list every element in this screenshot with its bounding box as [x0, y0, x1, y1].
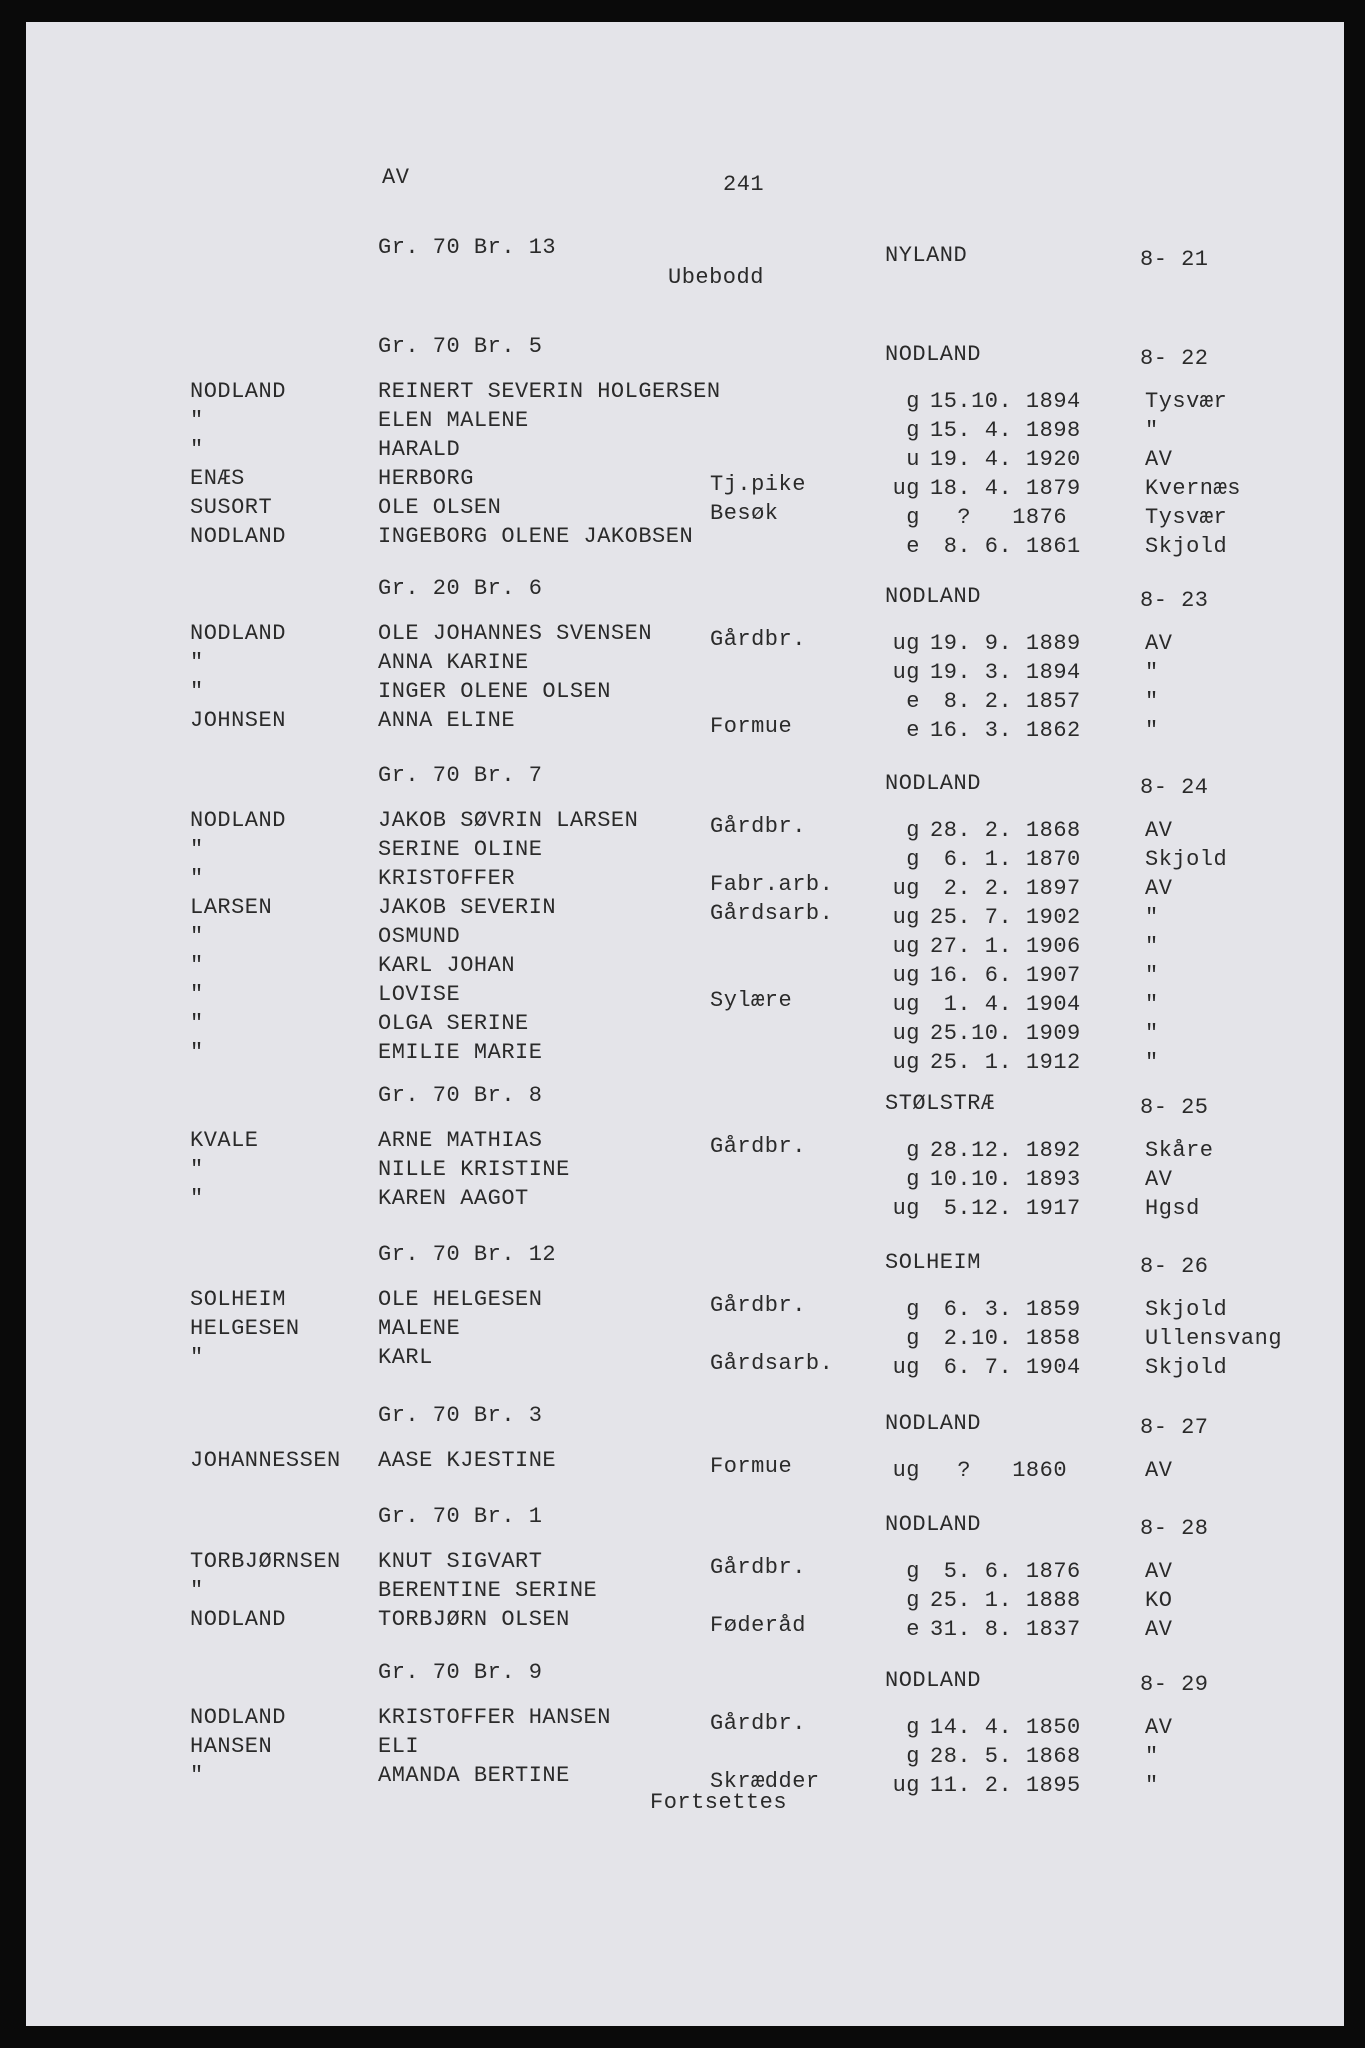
person-row [0, 1734, 1365, 1769]
marital-status: g [906, 818, 920, 843]
group-number: Gr. 70 Br. 9 [378, 1660, 543, 1685]
birth-date: 31. 8. 1837 [930, 1617, 1081, 1642]
birth-place: " [1145, 905, 1159, 930]
birth-date: 10.10. 1893 [930, 1167, 1081, 1192]
person-name: EMILIE MARIE [378, 1040, 543, 1065]
surname: NODLAND [190, 379, 286, 404]
person-name: TORBJØRN OLSEN [378, 1607, 570, 1632]
person-name: KARL [378, 1345, 433, 1370]
person-row [0, 895, 1365, 930]
farm-number: 8- 21 [1140, 247, 1209, 272]
marital-status: g [906, 1167, 920, 1192]
marital-status: u [906, 447, 920, 472]
farm-name: NODLAND [885, 584, 981, 609]
marital-status: e [906, 1617, 920, 1642]
farm-number: 8- 28 [1140, 1516, 1209, 1541]
group-number: Gr. 70 Br. 7 [378, 763, 543, 788]
farm-number: 8- 23 [1140, 588, 1209, 613]
surname: TORBJØRNSEN [190, 1549, 341, 1574]
farm-number: 8- 22 [1140, 346, 1209, 371]
household-section [0, 1504, 1365, 1642]
group-number: Gr. 20 Br. 6 [378, 576, 543, 601]
birth-date: ? 1876 [930, 505, 1068, 530]
farm-name: NODLAND [885, 1668, 981, 1693]
birth-place: Skjold [1145, 1355, 1228, 1380]
birth-date: 2. 2. 1897 [930, 876, 1081, 901]
page-number: 241 [723, 172, 765, 197]
occupation: Besøk [710, 501, 779, 526]
person-row [0, 1287, 1365, 1322]
occupation: Formue [710, 714, 793, 739]
person-name: ELI [378, 1734, 420, 1759]
person-row [0, 1448, 1365, 1483]
surname: " [190, 408, 204, 433]
marital-status: ug [892, 660, 920, 685]
footer-continued: Fortsettes [650, 1790, 788, 1815]
birth-place: " [1145, 1021, 1159, 1046]
person-row [0, 621, 1365, 656]
birth-date: 6. 7. 1904 [930, 1355, 1081, 1380]
person-row [0, 650, 1365, 685]
birth-date: 28. 5. 1868 [930, 1744, 1081, 1769]
surname: " [190, 837, 204, 862]
birth-place: AV [1145, 1167, 1173, 1192]
birth-date: 6. 3. 1859 [930, 1297, 1081, 1322]
surname: " [190, 650, 204, 675]
birth-place: AV [1145, 876, 1173, 901]
birth-place: " [1145, 1773, 1159, 1798]
occupation: Føderåd [710, 1613, 806, 1638]
section-header [0, 235, 1365, 290]
birth-date: 25.10. 1909 [930, 1021, 1081, 1046]
birth-date: ? 1860 [930, 1458, 1068, 1483]
marital-status: g [906, 847, 920, 872]
farm-number: 8- 24 [1140, 775, 1209, 800]
person-name: KRISTOFFER [378, 866, 516, 891]
birth-place: " [1145, 934, 1159, 959]
marital-status: ug [892, 905, 920, 930]
household-section [0, 1403, 1365, 1483]
farm-name: NODLAND [885, 1411, 981, 1436]
person-row [0, 1011, 1365, 1046]
birth-date: 25. 1. 1912 [930, 1050, 1081, 1075]
person-row [0, 495, 1365, 530]
surname: NODLAND [190, 1607, 286, 1632]
surname: " [190, 1763, 204, 1788]
person-row [0, 808, 1365, 843]
birth-place: " [1145, 963, 1159, 988]
surname: " [190, 1011, 204, 1036]
household-section [0, 1242, 1365, 1380]
person-row [0, 953, 1365, 988]
birth-date: 19. 3. 1894 [930, 660, 1081, 685]
household-section [0, 763, 1365, 1075]
birth-date: 19. 4. 1920 [930, 447, 1081, 472]
birth-place: Tysvær [1145, 505, 1228, 530]
birth-place: " [1145, 660, 1159, 685]
marital-status: g [906, 1559, 920, 1584]
occupation: Gårdbr. [710, 1711, 806, 1736]
person-name: OLE JOHANNES SVENSEN [378, 621, 653, 646]
birth-date: 15. 4. 1898 [930, 418, 1081, 443]
person-name: LOVISE [378, 982, 461, 1007]
occupation: Tj.pike [710, 472, 806, 497]
birth-date: 5.12. 1917 [930, 1196, 1081, 1221]
person-name: ANNA ELINE [378, 708, 516, 733]
surname: " [190, 1186, 204, 1211]
birth-place: " [1145, 992, 1159, 1017]
person-row [0, 437, 1365, 472]
surname: LARSEN [190, 895, 273, 920]
group-number: Gr. 70 Br. 12 [378, 1242, 557, 1267]
group-number: Gr. 70 Br. 3 [378, 1403, 543, 1428]
person-name: OSMUND [378, 924, 461, 949]
surname: HANSEN [190, 1734, 273, 1759]
marital-status: ug [892, 1050, 920, 1075]
birth-place: Skjold [1145, 847, 1228, 872]
person-row [0, 1607, 1365, 1642]
marital-status: ug [892, 992, 920, 1017]
occupation: Skrædder [710, 1769, 820, 1794]
person-name: SERINE OLINE [378, 837, 543, 862]
person-row [0, 1128, 1365, 1163]
person-name: NILLE KRISTINE [378, 1157, 570, 1182]
birth-place: Kvernæs [1145, 476, 1241, 501]
birth-place: " [1145, 1050, 1159, 1075]
person-row [0, 1157, 1365, 1192]
birth-place: Skjold [1145, 534, 1228, 559]
birth-place: " [1145, 1744, 1159, 1769]
occupation: Gårdbr. [710, 627, 806, 652]
birth-date: 1. 4. 1904 [930, 992, 1081, 1017]
person-row [0, 1040, 1365, 1075]
household-section [0, 576, 1365, 743]
person-row [0, 466, 1365, 501]
marital-status: ug [892, 934, 920, 959]
person-name: KAREN AAGOT [378, 1186, 529, 1211]
person-name: KRISTOFFER HANSEN [378, 1705, 611, 1730]
person-row [0, 1186, 1365, 1221]
farm-name: NODLAND [885, 771, 981, 796]
birth-date: 28. 2. 1868 [930, 818, 1081, 843]
marital-status: e [906, 534, 920, 559]
birth-date: 8. 2. 1857 [930, 689, 1081, 714]
marital-status: ug [892, 631, 920, 656]
birth-date: 16. 3. 1862 [930, 718, 1081, 743]
marital-status: g [906, 1326, 920, 1351]
surname: " [190, 1345, 204, 1370]
marital-status: ug [892, 963, 920, 988]
section-header [0, 334, 1365, 379]
surname: SUSORT [190, 495, 273, 520]
birth-place: AV [1145, 447, 1173, 472]
occupation: Gårdsarb. [710, 1351, 834, 1376]
marital-status: g [906, 418, 920, 443]
household-section [0, 1660, 1365, 1798]
surname: JOHNSEN [190, 708, 286, 733]
top-left-label: AV [382, 165, 410, 190]
person-name: INGEBORG OLENE JAKOBSEN [378, 524, 694, 549]
occupation: Fabr.arb. [710, 872, 834, 897]
person-name: AMANDA BERTINE [378, 1763, 570, 1788]
farm-number: 8- 29 [1140, 1672, 1209, 1697]
section-header [0, 576, 1365, 621]
person-name: MALENE [378, 1316, 461, 1341]
birth-date: 2.10. 1858 [930, 1326, 1081, 1351]
surname: " [190, 866, 204, 891]
birth-place: KO [1145, 1588, 1173, 1613]
marital-status: g [906, 389, 920, 414]
birth-date: 18. 4. 1879 [930, 476, 1081, 501]
person-name: AASE KJESTINE [378, 1448, 557, 1473]
person-name: JAKOB SØVRIN LARSEN [378, 808, 639, 833]
birth-place: AV [1145, 1715, 1173, 1740]
household-section [0, 334, 1365, 559]
farm-name: SOLHEIM [885, 1250, 981, 1275]
marital-status: e [906, 718, 920, 743]
surname: " [190, 1157, 204, 1182]
surname: " [190, 953, 204, 978]
birth-date: 25. 1. 1888 [930, 1588, 1081, 1613]
person-name: HERBORG [378, 466, 474, 491]
person-row [0, 1705, 1365, 1740]
person-row [0, 837, 1365, 872]
surname: HELGESEN [190, 1316, 300, 1341]
person-row [0, 524, 1365, 559]
farm-name: NYLAND [885, 243, 968, 268]
surname: " [190, 437, 204, 462]
marital-status: e [906, 689, 920, 714]
birth-date: 14. 4. 1850 [930, 1715, 1081, 1740]
birth-date: 19. 9. 1889 [930, 631, 1081, 656]
person-name: KNUT SIGVART [378, 1549, 543, 1574]
birth-place: Skåre [1145, 1138, 1214, 1163]
marital-status: g [906, 1588, 920, 1613]
surname: NODLAND [190, 1705, 286, 1730]
birth-place: AV [1145, 1559, 1173, 1584]
person-name: ANNA KARINE [378, 650, 529, 675]
birth-date: 6. 1. 1870 [930, 847, 1081, 872]
person-row [0, 1763, 1365, 1798]
section-header [0, 1403, 1365, 1448]
marital-status: g [906, 1297, 920, 1322]
birth-place: AV [1145, 1617, 1173, 1642]
birth-place: AV [1145, 631, 1173, 656]
occupation: Formue [710, 1454, 793, 1479]
marital-status: g [906, 1715, 920, 1740]
surname: NODLAND [190, 524, 286, 549]
surname: NODLAND [190, 621, 286, 646]
occupation: Gårdbr. [710, 1134, 806, 1159]
marital-status: ug [892, 1773, 920, 1798]
farm-number: 8- 26 [1140, 1254, 1209, 1279]
person-row [0, 679, 1365, 714]
person-row [0, 982, 1365, 1017]
marital-status: ug [892, 1021, 920, 1046]
birth-place: Tysvær [1145, 389, 1228, 414]
birth-place: Hgsd [1145, 1196, 1200, 1221]
marital-status: ug [892, 876, 920, 901]
household-section [0, 235, 1365, 290]
surname: JOHANNESSEN [190, 1448, 341, 1473]
birth-place: " [1145, 718, 1159, 743]
section-header [0, 1660, 1365, 1705]
farm-number: 8- 27 [1140, 1415, 1209, 1440]
birth-place: Skjold [1145, 1297, 1228, 1322]
person-name: OLE HELGESEN [378, 1287, 543, 1312]
person-name: KARL JOHAN [378, 953, 516, 978]
birth-date: 16. 6. 1907 [930, 963, 1081, 988]
person-row [0, 1345, 1365, 1380]
section-header [0, 1504, 1365, 1549]
surname: " [190, 1578, 204, 1603]
person-row [0, 408, 1365, 443]
section-note: Ubebodd [668, 265, 764, 290]
surname: " [190, 982, 204, 1007]
marital-status: ug [892, 1355, 920, 1380]
birth-place: " [1145, 689, 1159, 714]
person-row [0, 1578, 1365, 1613]
group-number: Gr. 70 Br. 8 [378, 1083, 543, 1108]
occupation: Sylære [710, 988, 793, 1013]
birth-date: 27. 1. 1906 [930, 934, 1081, 959]
birth-place: Ullensvang [1145, 1326, 1283, 1351]
surname: " [190, 924, 204, 949]
group-number: Gr. 70 Br. 13 [378, 235, 557, 260]
surname: " [190, 1040, 204, 1065]
surname: NODLAND [190, 808, 286, 833]
birth-place: AV [1145, 818, 1173, 843]
marital-status: ug [892, 1458, 920, 1483]
surname: KVALE [190, 1128, 259, 1153]
birth-date: 15.10. 1894 [930, 389, 1081, 414]
farm-name: STØLSTRÆ [885, 1091, 995, 1116]
birth-date: 8. 6. 1861 [930, 534, 1081, 559]
occupation: Gårdbr. [710, 1293, 806, 1318]
person-row [0, 866, 1365, 901]
marital-status: g [906, 1744, 920, 1769]
section-header [0, 1242, 1365, 1287]
birth-date: 25. 7. 1902 [930, 905, 1081, 930]
marital-status: g [906, 1138, 920, 1163]
surname: SOLHEIM [190, 1287, 286, 1312]
person-name: OLGA SERINE [378, 1011, 529, 1036]
marital-status: g [906, 505, 920, 530]
person-name: INGER OLENE OLSEN [378, 679, 611, 704]
person-name: HARALD [378, 437, 461, 462]
surname: " [190, 679, 204, 704]
birth-place: AV [1145, 1458, 1173, 1483]
person-row [0, 1549, 1365, 1584]
person-row [0, 708, 1365, 743]
section-header [0, 763, 1365, 808]
birth-date: 11. 2. 1895 [930, 1773, 1081, 1798]
birth-date: 5. 6. 1876 [930, 1559, 1081, 1584]
farm-name: NODLAND [885, 342, 981, 367]
person-row [0, 1316, 1365, 1351]
farm-number: 8- 25 [1140, 1095, 1209, 1120]
farm-name: NODLAND [885, 1512, 981, 1537]
person-row [0, 379, 1365, 414]
birth-date: 28.12. 1892 [930, 1138, 1081, 1163]
group-number: Gr. 70 Br. 5 [378, 334, 543, 359]
birth-place: " [1145, 418, 1159, 443]
occupation: Gårdbr. [710, 814, 806, 839]
person-name: JAKOB SEVERIN [378, 895, 557, 920]
person-name: ELEN MALENE [378, 408, 529, 433]
surname: ENÆS [190, 466, 245, 491]
occupation: Gårdsarb. [710, 901, 834, 926]
person-name: ARNE MATHIAS [378, 1128, 543, 1153]
person-row [0, 924, 1365, 959]
section-header [0, 1083, 1365, 1128]
person-name: BERENTINE SERINE [378, 1578, 598, 1603]
marital-status: ug [892, 1196, 920, 1221]
marital-status: ug [892, 476, 920, 501]
household-section [0, 1083, 1365, 1221]
occupation: Gårdbr. [710, 1555, 806, 1580]
person-name: REINERT SEVERIN HOLGERSEN [378, 379, 721, 404]
group-number: Gr. 70 Br. 1 [378, 1504, 543, 1529]
person-name: OLE OLSEN [378, 495, 502, 520]
